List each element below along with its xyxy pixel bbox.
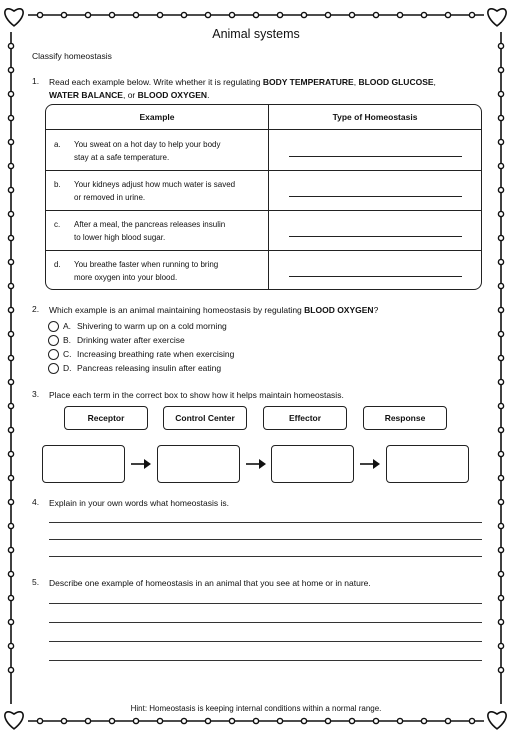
writing-line[interactable] — [49, 556, 482, 557]
border-bead — [498, 619, 503, 624]
term-control-center[interactable]: Control Center — [163, 406, 247, 430]
question-4-number: 4. — [32, 497, 40, 507]
question-1-text: Read each example below. Write whether it is regulating BODY TEMPERATURE, BLOOD GLUCOSE, WATER BALANCE, or BLOOD OXYGEN. — [49, 77, 436, 100]
border-bead — [373, 12, 378, 17]
heart-icon — [5, 712, 23, 729]
question-5-text: Describe one example of homeostasis in an animal that you see at home or in nature. — [49, 578, 371, 588]
border-bead — [229, 12, 234, 17]
border-bead — [61, 12, 66, 17]
table-row — [46, 250, 481, 290]
answer-line[interactable] — [289, 196, 462, 197]
writing-line[interactable] — [49, 522, 482, 523]
border-bead — [109, 718, 114, 723]
border-bead — [498, 283, 503, 288]
border-bead — [61, 718, 66, 723]
answer-line[interactable] — [289, 156, 462, 157]
border-bead — [8, 547, 13, 552]
border-bead — [8, 619, 13, 624]
border-bead — [421, 718, 426, 723]
heart-icon — [488, 712, 506, 729]
border-bead — [325, 718, 330, 723]
border-bead — [469, 12, 474, 17]
answer-line[interactable] — [289, 276, 462, 277]
table-header — [46, 105, 481, 130]
option-text: Increasing breathing rate when exercising — [77, 349, 235, 359]
border-bead — [109, 12, 114, 17]
heart-icon — [488, 9, 506, 26]
column-header-example: Example — [139, 112, 175, 122]
border-bead — [498, 259, 503, 264]
question-2-number: 2. — [32, 304, 40, 314]
border-bead — [8, 307, 13, 312]
term-receptor[interactable]: Receptor — [64, 406, 148, 430]
arrow-right-icon — [245, 458, 267, 470]
border-bead — [301, 718, 306, 723]
question-2-text: Which example is an animal maintaining homeostasis by regulating BLOOD OXYGEN? — [49, 305, 379, 315]
homeostasis-table — [45, 104, 482, 290]
arrow-right-icon — [130, 458, 152, 470]
term-response[interactable]: Response — [363, 406, 447, 430]
border-bead — [8, 115, 13, 120]
border-bead — [85, 718, 90, 723]
row-example-text: Your kidneys adjust how much water is saved or removed in urine. — [74, 180, 236, 202]
answer-line[interactable] — [289, 236, 462, 237]
table-row — [46, 170, 481, 211]
answer-box-3[interactable] — [271, 445, 354, 483]
question-5-number: 5. — [32, 577, 40, 587]
option-letter: A. — [63, 321, 72, 331]
question-1-number: 1. — [32, 76, 40, 86]
border-bead — [8, 67, 13, 72]
table-row — [46, 210, 481, 251]
border-bead — [205, 718, 210, 723]
table-row — [46, 130, 481, 171]
column-header-type: Type of Homeostasis — [332, 112, 418, 122]
border-bead — [498, 643, 503, 648]
row-letter: a. — [54, 140, 61, 149]
page-title: Animal systems — [212, 27, 300, 41]
option-letter: C. — [63, 349, 72, 359]
border-bead — [229, 718, 234, 723]
border-bead — [8, 523, 13, 528]
border-bead — [421, 12, 426, 17]
border-bead — [8, 379, 13, 384]
border-bead — [253, 12, 258, 17]
border-bead — [8, 43, 13, 48]
writing-line[interactable] — [49, 641, 482, 642]
radio-button[interactable] — [48, 335, 59, 346]
option-text: Drinking water after exercise — [77, 335, 185, 345]
border-bead — [157, 718, 162, 723]
border-bead — [8, 427, 13, 432]
border-bead — [445, 12, 450, 17]
option-text: Shivering to warm up on a cold morning — [77, 321, 227, 331]
radio-button[interactable] — [48, 363, 59, 374]
writing-line[interactable] — [49, 622, 482, 623]
border-bead — [498, 547, 503, 552]
border-bead — [498, 403, 503, 408]
border-bead — [205, 12, 210, 17]
border-bead — [498, 355, 503, 360]
border-bead — [133, 12, 138, 17]
question-3-number: 3. — [32, 389, 40, 399]
page-subtitle: Classify homeostasis — [32, 51, 112, 61]
radio-button[interactable] — [48, 321, 59, 332]
border-bead — [8, 163, 13, 168]
row-example-text: You sweat on a hot day to help your body stay at a safe temperature. — [74, 140, 221, 162]
border-bead — [8, 259, 13, 264]
border-bead — [8, 355, 13, 360]
option-text: Pancreas releasing insulin after eating — [77, 363, 222, 373]
border-bead — [301, 12, 306, 17]
border-bead — [498, 43, 503, 48]
question-4-text: Explain in your own words what homeostasis is. — [49, 498, 229, 508]
border-bead — [37, 718, 42, 723]
border-bead — [498, 235, 503, 240]
border-bead — [8, 475, 13, 480]
border-bead — [373, 718, 378, 723]
border-bead — [8, 667, 13, 672]
border-bead — [181, 718, 186, 723]
border-bead — [277, 718, 282, 723]
answer-box-1[interactable] — [42, 445, 125, 483]
border-bead — [8, 643, 13, 648]
border-bead — [133, 718, 138, 723]
row-example-text: After a meal, the pancreas releases insulin to lower high blood sugar. — [74, 220, 226, 242]
border-bead — [325, 12, 330, 17]
border-bead — [498, 139, 503, 144]
row-example-text: You breathe faster when running to bring more oxygen into your blood. — [74, 260, 219, 282]
writing-line[interactable] — [49, 660, 482, 661]
border-bead — [498, 451, 503, 456]
border-bead — [8, 331, 13, 336]
question-3-text: Place each term in the correct box to show how it helps maintain homeostasis. — [49, 390, 344, 400]
border-bead — [8, 235, 13, 240]
row-letter: d. — [54, 260, 61, 269]
row-letter: c. — [54, 220, 61, 229]
border-bead — [8, 187, 13, 192]
border-bead — [8, 211, 13, 216]
border-bead — [445, 718, 450, 723]
writing-line[interactable] — [49, 539, 482, 540]
border-bead — [181, 12, 186, 17]
border-bead — [8, 283, 13, 288]
term-effector[interactable]: Effector — [263, 406, 347, 430]
border-bead — [498, 427, 503, 432]
border-bead — [8, 595, 13, 600]
border-bead — [397, 718, 402, 723]
border-bead — [253, 718, 258, 723]
border-bead — [157, 12, 162, 17]
border-bead — [469, 718, 474, 723]
row-letter: b. — [54, 180, 61, 189]
border-bead — [8, 499, 13, 504]
border-bead — [349, 718, 354, 723]
border-bead — [397, 12, 402, 17]
border-bead — [498, 163, 503, 168]
border-bead — [8, 571, 13, 576]
writing-line[interactable] — [49, 603, 482, 604]
border-bead — [498, 331, 503, 336]
border-bead — [498, 91, 503, 96]
border-bead — [349, 12, 354, 17]
arrow-right-icon — [359, 458, 381, 470]
border-bead — [498, 307, 503, 312]
border-bead — [277, 12, 282, 17]
border-bead — [85, 12, 90, 17]
border-bead — [498, 523, 503, 528]
border-bead — [8, 139, 13, 144]
option-letter: D. — [63, 363, 72, 373]
answer-box-4[interactable] — [386, 445, 469, 483]
border-bead — [498, 571, 503, 576]
border-bead — [8, 451, 13, 456]
border-bead — [37, 12, 42, 17]
heart-icon — [5, 9, 23, 26]
border-bead — [498, 211, 503, 216]
option-letter: B. — [63, 335, 72, 345]
border-bead — [498, 595, 503, 600]
border-bead — [498, 475, 503, 480]
border-bead — [498, 499, 503, 504]
hint-text: Hint: Homeostasis is keeping internal conditions within a normal range. — [130, 704, 382, 713]
answer-box-2[interactable] — [157, 445, 240, 483]
border-bead — [8, 403, 13, 408]
radio-button[interactable] — [48, 349, 59, 360]
border-bead — [498, 115, 503, 120]
border-bead — [498, 67, 503, 72]
border-bead — [498, 667, 503, 672]
border-bead — [8, 91, 13, 96]
border-bead — [498, 379, 503, 384]
border-bead — [498, 187, 503, 192]
